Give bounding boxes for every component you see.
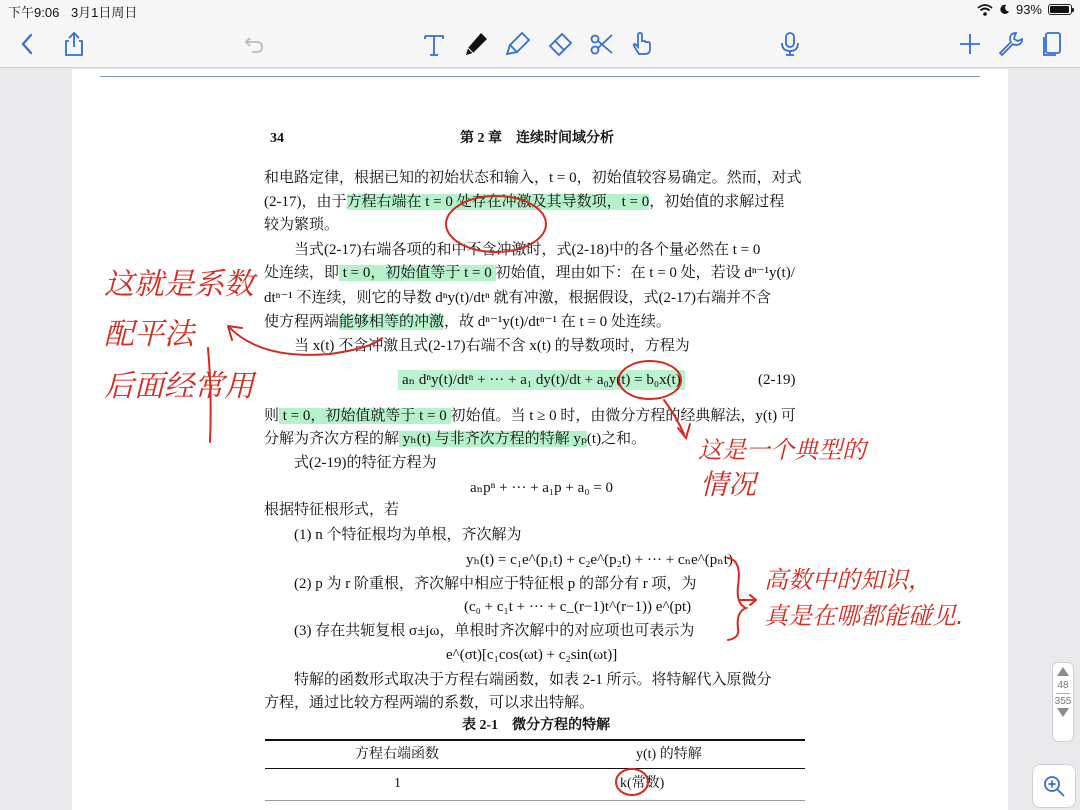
table-row-rule	[265, 800, 805, 801]
add-button[interactable]	[954, 28, 986, 60]
status-right	[977, 2, 1072, 17]
page-slider[interactable]	[1052, 662, 1074, 742]
highlight: 方程右端在 t = 0 处存在冲激及其导数项，t = 0	[346, 194, 650, 210]
status-bar	[0, 0, 1080, 20]
equation-number: (2-19)	[758, 372, 796, 388]
document-page[interactable]	[72, 69, 1008, 810]
status-left	[8, 2, 145, 21]
equation: yₕ(t) = c₁e^(p₁t) + c₂e^(p₂t) + ··· + cₙe^(pₙt)	[466, 552, 733, 568]
highlighter-tool-icon	[504, 30, 532, 58]
toolbar	[0, 20, 1080, 68]
ink-note: 情况	[700, 468, 757, 501]
ink-note: 这就是系数	[104, 267, 254, 302]
text-line: 根据特征根形式，若	[264, 502, 400, 518]
current-page: 48	[1057, 680, 1069, 691]
ink-note: 配平法	[104, 317, 194, 352]
text-line: 方程，通过比较方程两端的系数，可以求出特解。	[264, 695, 595, 711]
ink-note: 后面经常用	[104, 369, 254, 404]
total-pages: 355	[1054, 696, 1072, 707]
lasso-tool-button[interactable]	[586, 28, 618, 60]
table-header-rule	[265, 768, 805, 769]
hand-tool-button[interactable]	[626, 28, 658, 60]
add-icon	[956, 30, 984, 58]
text-line: 使方程两端能够相等的冲激，故 dⁿ⁻¹y(t)/dtⁿ⁻¹ 在 t = 0 处连续。	[264, 314, 671, 330]
ink-note: 这是一个典型的	[698, 436, 866, 464]
text-line: (1) n 个特征根均为单根，齐次解为	[294, 527, 522, 543]
text-line: 特解的函数形式取决于方程右端函数，如表 2-1 所示。将特解代入原微分	[294, 672, 772, 688]
undo-icon	[240, 30, 268, 58]
table-cell: 1	[394, 776, 401, 791]
page-down-icon[interactable]	[1057, 708, 1069, 717]
text-line: 式(2-19)的特征方程为	[294, 455, 437, 471]
zoom-button[interactable]	[1032, 764, 1076, 808]
text-line: 当 x(t) 不含冲激且式(2-17)右端不含 x(t) 的导数项时，方程为	[294, 338, 690, 354]
ink-note: 高数中的知识，	[764, 566, 932, 594]
status-time: 下午9:06	[8, 5, 60, 20]
share-button[interactable]	[58, 28, 90, 60]
text-tool-icon	[420, 30, 448, 58]
status-date: 3月1日周日	[70, 5, 138, 20]
zoom-in-icon	[1041, 773, 1067, 799]
page-up-icon[interactable]	[1057, 667, 1069, 676]
text-line: (3) 存在共轭复根 σ±jω，单根时齐次解中的对应项也可表示为	[294, 623, 695, 639]
share-icon	[60, 30, 88, 58]
eraser-tool-button[interactable]	[544, 28, 576, 60]
microphone-icon	[776, 30, 804, 58]
highlight: 能够相等的冲激	[339, 314, 445, 330]
characteristic-equation: aₙpⁿ + ··· + a₁p + a₀ = 0	[470, 480, 613, 496]
microphone-button[interactable]	[774, 28, 806, 60]
settings-button[interactable]	[994, 28, 1026, 60]
undo-button[interactable]	[238, 28, 270, 60]
text-line: 和电路定律，根据已知的初始状态和输入，t = 0，初始值较容易确定。然而，对式	[264, 170, 802, 186]
lasso-scissors-icon	[588, 30, 616, 58]
text-line: 分解为齐次方程的解 yₕ(t) 与非齐次方程的特解 yₚ(t)之和。	[264, 431, 647, 447]
table-cell: k(常数)	[620, 776, 665, 791]
highlight: t = 0，初始值就等于 t = 0	[279, 408, 451, 424]
wrench-icon	[996, 30, 1024, 58]
page-separator	[1056, 693, 1070, 694]
text-line: 则 t = 0，初始值就等于 t = 0 初始值。当 t ≥ 0 时，由微分方程的经典解法，y(t) 可	[264, 408, 796, 424]
equation-2-19: aₙ dⁿy(t)/dtⁿ + ··· + a₁ dy(t)/dt + a₀y(t) = b₀x(t)	[398, 370, 685, 390]
page-number: 34	[270, 131, 284, 146]
page-top-rule	[100, 76, 980, 77]
pages-icon	[1038, 30, 1066, 58]
back-chevron-icon	[14, 30, 42, 58]
text-tool-button[interactable]	[418, 28, 450, 60]
eraser-tool-icon	[546, 30, 574, 58]
pages-button[interactable]	[1036, 28, 1068, 60]
highlighter-tool-button[interactable]	[502, 28, 534, 60]
battery-percent: 93%	[1015, 2, 1042, 17]
table-top-rule	[265, 739, 805, 741]
wifi-icon	[977, 4, 993, 16]
text-line: (2) p 为 r 阶重根，齐次解中相应于特征根 p 的部分有 r 项，为	[294, 576, 697, 592]
ink-note: 真是在哪都能碰见.	[764, 602, 964, 630]
pen-tool-icon	[462, 30, 490, 58]
moon-icon	[999, 4, 1010, 15]
equation: e^(σt)[c₁cos(ωt) + c₂sin(ωt)]	[446, 647, 618, 663]
hand-pointer-icon	[628, 30, 656, 58]
equation: (c₀ + c₁t + ··· + c_(r−1)t^(r−1)) e^(pt)	[464, 599, 692, 615]
text-line: (2-17)，由于方程右端在 t = 0 处存在冲激及其导数项，t = 0，初始值的求解过程	[264, 194, 785, 210]
back-button[interactable]	[12, 28, 44, 60]
text-line: dtⁿ⁻¹ 不连续，则它的导数 dⁿy(t)/dtⁿ 就有冲激，根据假设，式(2-17)右端并不含	[264, 290, 771, 306]
chapter-title: 第 2 章 连续时间域分析	[460, 131, 614, 146]
text-line: 较为繁琐。	[264, 217, 340, 233]
text-line: 处连续，即 t = 0，初始值等于 t = 0 初始值，理由如下：在 t = 0 处，若设 dⁿ⁻¹y(t)/	[264, 265, 795, 281]
highlight: yₕ(t) 与非齐次方程的特解 yₚ	[399, 431, 587, 447]
table-header-cell: 方程右端函数	[355, 747, 439, 762]
battery-icon	[1048, 4, 1072, 15]
text-line: 当式(2-17)右端各项的和中不含冲激时，式(2-18)中的各个量必然在 t = 0	[294, 242, 761, 258]
table-caption: 表 2-1 微分方程的特解	[462, 718, 611, 733]
pen-tool-button[interactable]	[460, 28, 492, 60]
highlight: t = 0，初始值等于 t = 0	[339, 265, 496, 281]
table-header-cell: y(t) 的特解	[636, 747, 702, 762]
